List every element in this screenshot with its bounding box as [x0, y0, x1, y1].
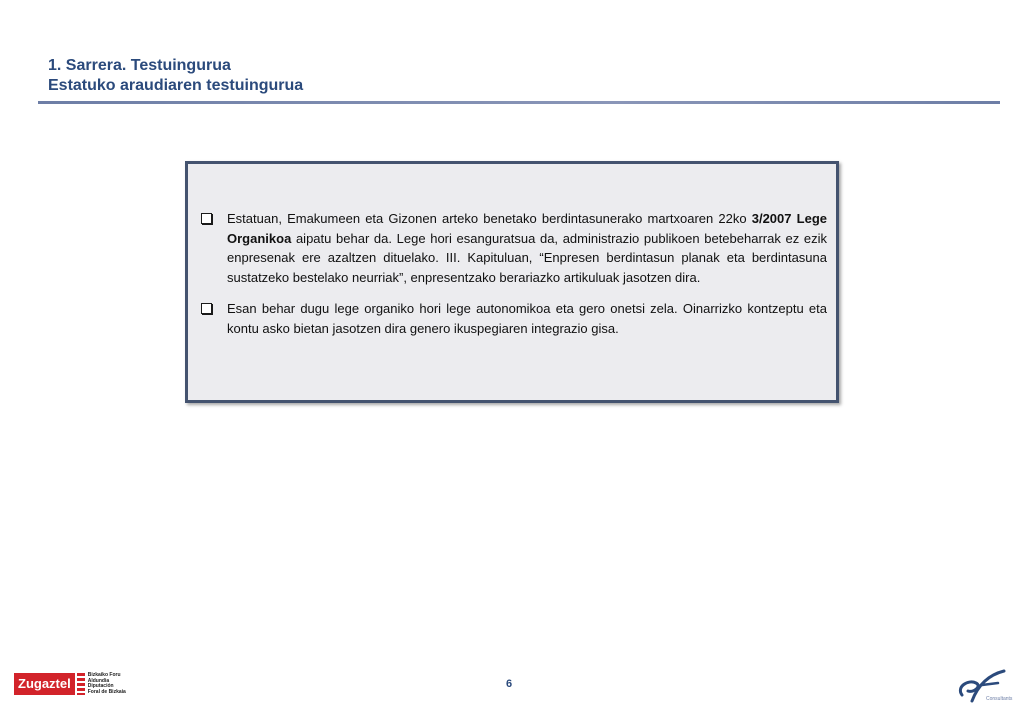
- bullet-text-bold: 3/2007 Lege Organikoa: [227, 211, 827, 246]
- slide-title: [48, 56, 303, 96]
- zugaztel-logo: [14, 672, 126, 696]
- content-box: [185, 161, 839, 403]
- bullet-text: Esan behar dugu lege organiko hori lege autonomikoa eta gero onetsi zela. Oinarrizko kontzeptu eta kontu asko bietan jasotzen dira genero ikuspegiaren integrazio gisa.: [227, 301, 827, 336]
- title-divider: [38, 101, 1000, 104]
- bullet-item: [201, 299, 827, 338]
- checkbox-bullet-icon: [201, 213, 212, 224]
- section-title: 1. Sarrera. Testuingurua: [48, 57, 231, 74]
- bullet-text: [227, 209, 827, 287]
- bullet-list: [201, 209, 827, 350]
- zugaztel-logo-text: Zugaztel: [14, 673, 75, 695]
- page-number: 6: [506, 678, 513, 690]
- bizkaia-logo-text: Bizkaiko Foru Aldundia Diputación Foral de Bizkaia: [87, 672, 126, 695]
- bullet-item: [201, 209, 827, 287]
- checkbox-bullet-icon: [201, 303, 212, 314]
- bullet-text-part: Estatuan, Emakumeen eta Gizonen arteko benetako berdintasunerako martxoaren 22ko: [227, 211, 752, 226]
- subsection-title: Estatuko araudiaren testuingurua: [48, 77, 304, 94]
- consultancy-logo-text: Consultants: [986, 696, 1013, 702]
- bullet-text-part: aipatu behar da. Lege hori esanguratsua da, administrazio publikoen betebeharrak ez ezik enpresenak ere azaltzen dituelako. III. Kapituluan, “Enpresen berdintasun planak eta berdintasuna sustatzeko bestelako neurriak”, enpresentzako berariazko artikuluak jasotzen dira.: [227, 230, 827, 285]
- bizkaia-emblem-icon: [77, 673, 85, 695]
